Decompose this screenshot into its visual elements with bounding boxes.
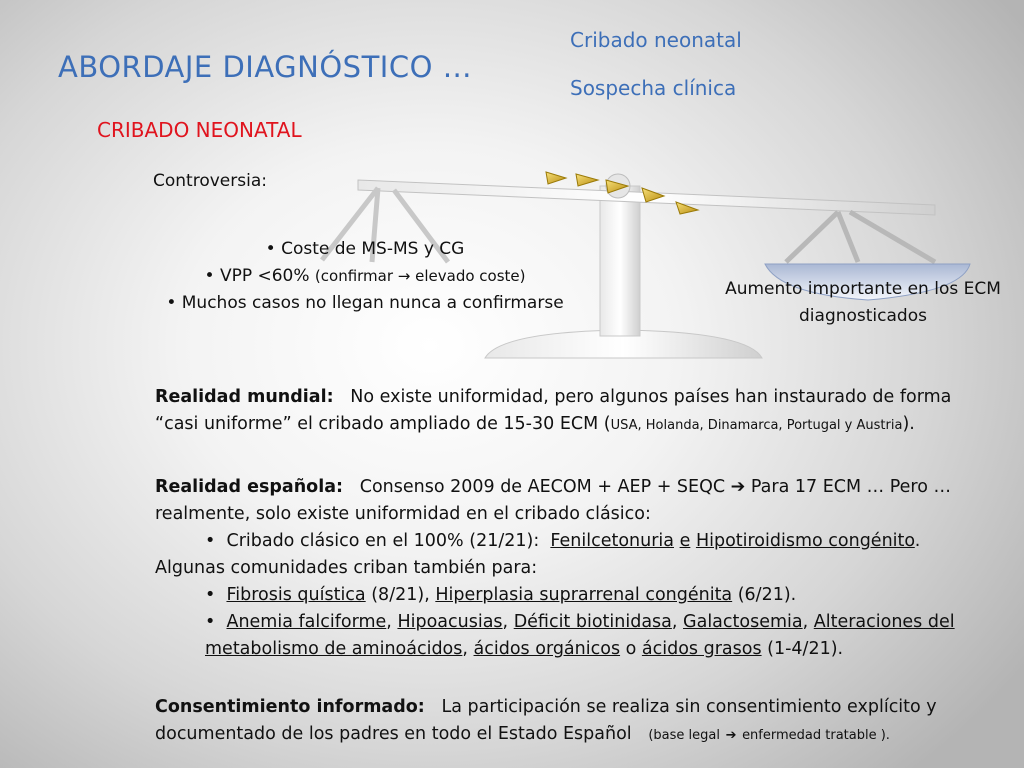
link-acidos-grasos[interactable]: ácidos grasos (641, 639, 762, 659)
world-paragraph: Realidad mundial: No existe uniformidad, pero algunos países han instaurado de forma “casi uniforme” el cribado ampliado de 15-30 ECM (USA, Holanda, Dinamarca, Portugal y Austria). (155, 387, 952, 434)
link-deficit-biotinidasa[interactable]: Déficit biotinidasa (513, 612, 672, 632)
link-acidos-organicos[interactable]: ácidos orgánicos (473, 639, 621, 659)
arrow-icon: ➔ (725, 728, 737, 743)
world-label: Realidad mundial: (155, 387, 334, 407)
page-title: ABORDAJE DIAGNÓSTICO … (58, 50, 473, 84)
section-subtitle: CRIBADO NEONATAL (97, 118, 302, 142)
list-item: • Cribado clásico en el 100% (21/21): Fenilcetonuria e Hipotiroidismo congénito. (205, 531, 921, 551)
nav-cribado-neonatal[interactable]: Cribado neonatal (570, 28, 742, 52)
controversy-heading: Controversia: (153, 171, 267, 191)
scale-pillar (600, 186, 640, 336)
link-galactosemia[interactable]: Galactosemia (683, 612, 803, 632)
list-item: • Anemia falciforme, Hipoacusias, Déficit biotinidasa, Galactosemia, Alteraciones del metabolismo de aminoácidos, ácidos orgánicos o ácidos grasos (1-4/21). (205, 612, 955, 659)
arrow-icon: ➔ (730, 477, 746, 497)
bullet-item: • Muchos casos no llegan nunca a confirmarse (166, 293, 564, 313)
consent-paragraph: Consentimiento informado: La participación se realiza sin consentimiento explícito y documentado de los padres en todo el Estado Español (base legal ➔ enfermedad tratable ). (155, 697, 937, 744)
link-anemia-falciforme[interactable]: Anemia falciforme (226, 612, 387, 632)
bullet-item: • VPP <60% (confirmar → elevado coste) (204, 266, 526, 286)
bullet-item: • Coste de MS-MS y CG (265, 239, 465, 259)
link-fenilcetonuria[interactable]: Fenilcetonuria (550, 531, 674, 551)
country-list: USA, Holanda, Dinamarca, Portugal y Austria (610, 418, 903, 433)
link-alteraciones-aminoacidos[interactable]: Alteraciones del metabolismo de aminoácidos (205, 612, 955, 659)
nav-sospecha-clinica[interactable]: Sospecha clínica (570, 76, 737, 100)
link-hipoacusias[interactable]: Hipoacusias (397, 612, 503, 632)
controversy-bullets (140, 236, 590, 317)
spain-label: Realidad española: (155, 477, 344, 497)
link-fibrosis-quistica[interactable]: Fibrosis quística (226, 585, 366, 605)
link-hipotiroidismo[interactable]: Hipotiroidismo congénito (695, 531, 915, 551)
list-item: • Fibrosis quística (8/21), Hiperplasia suprarrenal congénita (6/21). (205, 585, 797, 605)
link-hiperplasia[interactable]: Hiperplasia suprarrenal congénita (435, 585, 733, 605)
consent-label: Consentimiento informado: (155, 697, 425, 717)
spain-paragraph: Realidad española: Consenso 2009 de AECOM + AEP + SEQC ➔ Para 17 ECM … Pero … realmente, solo existe uniformidad en el cribado clásico: • Cribado clásico en el 100% (21/21): Fenilcetonuria e Hipotiroidismo congénito. Algunas comunidades criban también para: • Fibrosis quística (8/21), Hiperplasia suprarrenal congénita (6/21). • Anemia falciforme, Hipoacusias, Déficit biotinidasa, Galactosemia, Alteraciones del metabolismo de aminoácidos, ácidos orgánicos o ácidos grasos (1-4/21). (155, 474, 1000, 663)
scale-label: Aumento importante en los ECM diagnosticados (725, 279, 1001, 326)
